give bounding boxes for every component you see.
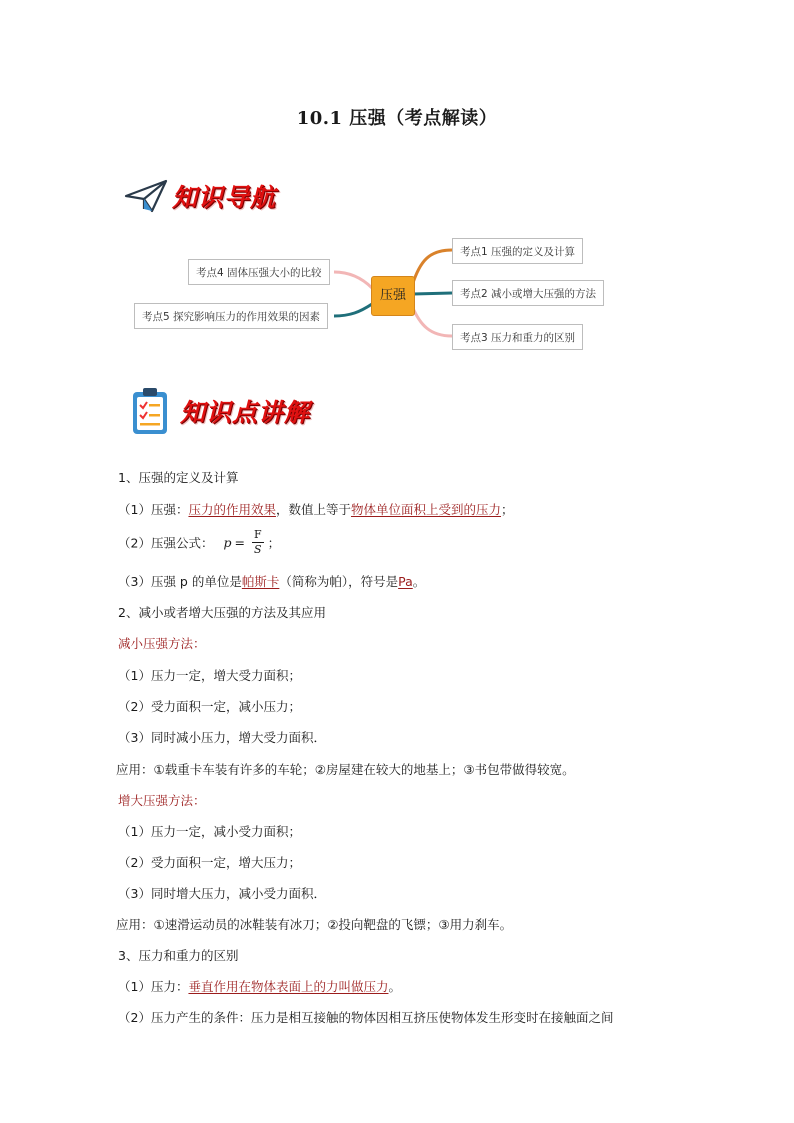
s3-line-2: （2）压力产生的条件：压力是相互接触的物体因相互挤压使物体发生形变时在接触面之间 — [118, 1010, 614, 1025]
reduce-line-2: （2）受力面积一定，减小压力； — [118, 699, 301, 714]
reduce-heading: 减小压强方法： — [118, 636, 206, 651]
connector-2 — [413, 293, 452, 294]
page-title: 10.1 压强（考点解读） — [296, 108, 498, 129]
section-3-title: 3、压力和重力的区别 — [118, 948, 239, 963]
text: （简称为帕），符号是 — [279, 574, 399, 589]
s3-line-1 — [118, 977, 401, 995]
highlight-text: 垂直作用在物体表面上的力叫做压力 — [188, 979, 389, 994]
increase-line-1: （1）压力一定，减小受力面积； — [118, 824, 301, 839]
increase-line-2: （2）受力面积一定，增大压力； — [118, 855, 301, 870]
mind-map-node-4: 考点4 固体压强大小的比较 — [188, 259, 330, 285]
text: （1）压力： — [118, 979, 189, 994]
connector-3 — [412, 306, 452, 336]
text: （2）压强公式： — [118, 535, 214, 551]
section-1-title: 1、压强的定义及计算 — [118, 470, 239, 485]
connector-1 — [412, 250, 452, 286]
reduce-application: 应用：①载重卡车装有许多的车轮；②房屋建在较大的地基上；③书包带做得较宽。 — [116, 762, 575, 777]
formula-fraction — [252, 528, 264, 557]
text: 。 — [388, 979, 401, 994]
paper-plane-icon — [124, 179, 168, 213]
increase-heading: 增大压强方法： — [118, 793, 206, 808]
s1-line-2 — [118, 528, 280, 557]
pressure-formula — [223, 528, 263, 557]
explain-heading-text: 知识点讲解 — [180, 398, 311, 427]
formula-numerator: F — [253, 528, 262, 541]
text: ，数值上等于 — [275, 502, 351, 517]
text: 。 — [412, 574, 426, 589]
mind-map — [0, 230, 794, 360]
highlight-text: 帕斯卡 — [241, 574, 280, 589]
mind-map-node-3: 考点3 压力和重力的区别 — [452, 324, 583, 350]
explain-section-heading — [130, 386, 310, 436]
increase-application: 应用：①速滑运动员的冰鞋装有冰刀；②投向靶盘的飞镖；③用力刹车。 — [116, 917, 513, 932]
mind-map-center: 压强 — [371, 276, 415, 316]
mind-map-node-5: 考点5 探究影响压力的作用效果的因素 — [134, 303, 328, 329]
nav-heading-text: 知识导航 — [172, 183, 277, 212]
text: ； — [267, 535, 281, 551]
highlight-text: 压力的作用效果 — [188, 502, 276, 517]
text: ； — [501, 502, 514, 517]
reduce-line-3: （3）同时减小压力，增大受力面积． — [118, 730, 326, 745]
s1-line-3 — [118, 572, 425, 590]
clipboard-icon — [130, 386, 170, 436]
connector-5 — [334, 304, 372, 316]
section-2-title: 2、减小或者增大压强的方法及其应用 — [118, 605, 326, 620]
highlight-text: Pa — [398, 574, 413, 589]
connector-4 — [334, 272, 372, 288]
nav-section-heading — [124, 178, 276, 214]
mind-map-node-2: 考点2 减小或增大压强的方法 — [452, 280, 604, 306]
formula-denominator: S — [254, 543, 262, 556]
formula-p: p — [223, 535, 232, 550]
increase-line-3: （3）同时增大压力，减小受力面积． — [118, 886, 326, 901]
highlight-text: 物体单位面积上受到的压力 — [350, 502, 501, 517]
s1-line-1 — [118, 500, 514, 518]
reduce-line-1: （1）压力一定，增大受力面积； — [118, 668, 301, 683]
mind-map-node-1: 考点1 压强的定义及计算 — [452, 238, 583, 264]
formula-eq: = — [234, 535, 245, 550]
text: （3）压强 p 的单位是 — [118, 574, 242, 589]
text: （1）压强： — [118, 502, 189, 517]
